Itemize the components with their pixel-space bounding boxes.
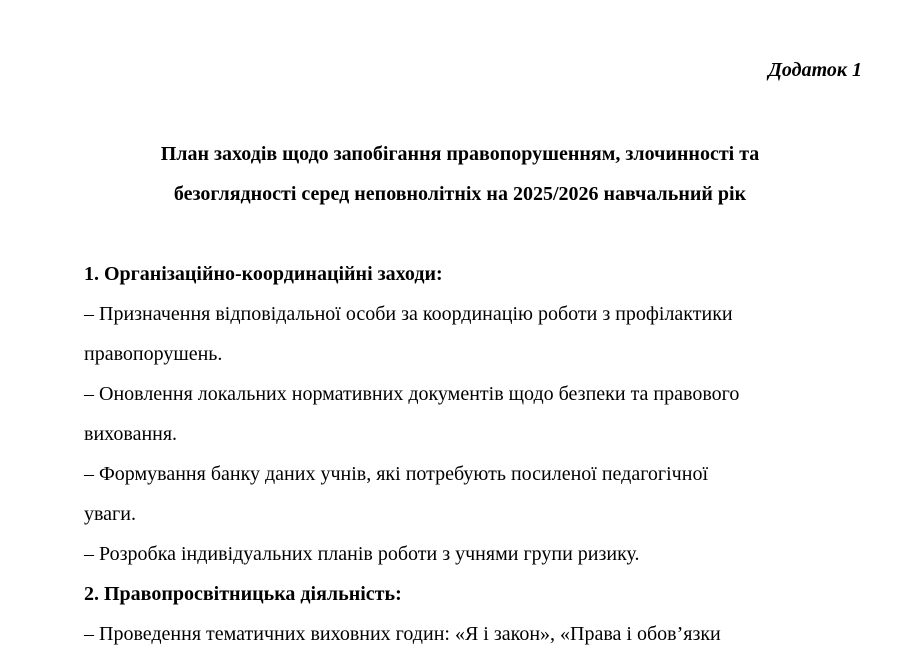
paragraph-line: виховання.: [84, 423, 178, 445]
paragraph-line: – Формування банку даних учнів, які потребують посиленої педагогічної: [84, 463, 709, 485]
document-body: [84, 254, 884, 654]
paragraph-line: – Проведення тематичних виховних годин: «Я і закон», «Права і обов’язки: [84, 623, 721, 645]
title-line-1: План заходів щодо запобігання правопорушенням, злочинності та: [160, 143, 760, 165]
document-title: [60, 134, 860, 214]
paragraph-line: – Призначення відповідальної особи за координацію роботи з профілактики: [84, 303, 733, 325]
appendix-label: Додаток 1: [768, 59, 862, 81]
paragraph-line: – Оновлення локальних нормативних документів щодо безпеки та правового: [84, 383, 740, 405]
section-heading-2: 2. Правопросвітницька діяльність:: [84, 583, 402, 605]
title-line-2: безоглядності серед неповнолітніх на 2025/2026 навчальний рік: [173, 183, 747, 205]
paragraph-line: уваги.: [84, 503, 136, 525]
paragraph-line: – Розробка індивідуальних планів роботи з учнями групи ризику.: [84, 543, 640, 565]
paragraph-line: правопорушень.: [84, 343, 223, 365]
section-heading-1: 1. Організаційно-координаційні заходи:: [84, 263, 443, 285]
